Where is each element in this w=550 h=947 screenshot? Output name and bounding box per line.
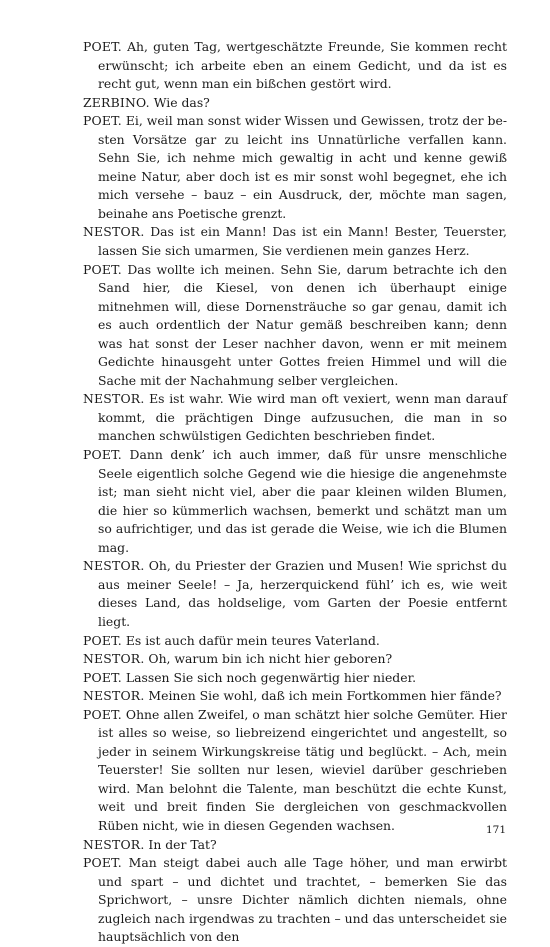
speech-text: Es ist auch dafür mein teures Vaterland. (125, 632, 380, 648)
speaker-name: NESTOR. (83, 688, 145, 704)
speech-text: Ah, guten Tag, wertgeschätzte Freunde, Sie kommen recht erwünscht; ich arbeite eben an einem Gedicht, und da ist es recht gut, wenn man ein bißchen gestört wird. (98, 39, 507, 92)
speech-10 (83, 650, 507, 669)
speaker-name: POET. (83, 261, 122, 277)
speech-5 (83, 261, 507, 391)
speaker-name: POET. (83, 39, 122, 54)
speech-text: Ei, weil man sonst wider Wissen und Gewissen, trotz der besten Vorsätze gar zu leicht ins Unnatürliche verfallen kann. Sehn Sie, ich nehme mich gewaltig in acht und kenne gewiß meine Natur, aber doch ist es mir sonst wohl begegnet, ehe ich mich versehe – bauz – ein Ausdruck, der, möchte man sagen, beinahe ans Poetische grenzt. (98, 113, 507, 221)
speech-8 (83, 557, 507, 631)
speaker-name: ZERBINO. (83, 94, 150, 110)
speech-1 (83, 38, 507, 94)
speaker-name: NESTOR. (83, 224, 145, 240)
speaker-name: POET. (83, 706, 122, 722)
speech-text: Oh, du Priester der Grazien und Musen! Wie sprichst du aus meiner Seele! – Ja, herzerquickend fühl’ ich es, wie weit dieses Land, das holdselige, vom Garten der Poesie entfernt liegt. (98, 558, 507, 629)
speech-text: Meinen Sie wohl, daß ich mein Fortkommen hier fände? (148, 688, 502, 704)
speech-2 (83, 94, 507, 113)
speaker-name: POET. (83, 669, 122, 685)
speech-text: Man steigt dabei auch alle Tage höher, und man erwirbt und spart – und dichtet und trachtet, – bemerken Sie das Sprichwort, – unsre Dichter nämlich dichten niemals, ohne zugleich nach irgendwas zu trachten – und das unterscheidet sie hauptsächlich von den (98, 855, 507, 945)
speech-text: Wie das? (153, 94, 210, 110)
speech-text: Oh, warum bin ich nicht hier geboren? (148, 651, 393, 667)
speech-13 (83, 706, 507, 836)
speech-3 (83, 112, 507, 223)
speech-9 (83, 632, 507, 651)
speech-7 (83, 446, 507, 557)
speech-4 (83, 223, 507, 260)
page-number: 171 (485, 824, 506, 836)
speaker-name: NESTOR. (83, 391, 145, 407)
speech-text: In der Tat? (148, 836, 217, 852)
speech-text: Das ist ein Mann! Das ist ein Mann! Bester, Teuerster, lassen Sie sich umarmen, Sie verdienen mein ganzes Herz. (98, 224, 507, 259)
speech-text: Das wollte ich meinen. Sehn Sie, darum betrachte ich den Sand hier, die Kiesel, von denen ich überhaupt einige mitnehmen will, diese Dornensträuche so gar genau, damit ich es auch ordentlich der Natur gemäß beschreiben kann; denn was hat sonst der Leser nachher davon, wenn er mit meinem Gedichte hinausgeht unter Gottes freien Himmel und will die Sache mit der Nachahmung selber vergleichen. (98, 261, 507, 388)
speech-12 (83, 687, 507, 706)
page-body (83, 38, 507, 947)
speech-text: Lassen Sie sich noch gegenwärtig hier nieder. (125, 669, 417, 685)
speech-6 (83, 390, 507, 446)
speaker-name: POET. (83, 855, 122, 871)
speaker-name: POET. (83, 113, 122, 129)
speaker-name: POET. (83, 447, 122, 463)
speech-11 (83, 669, 507, 688)
speech-text: Dann denk’ ich auch immer, daß für unsre menschliche Seele eigentlich solche Gegend wie die hiesige die angenehmste ist; man sieht nicht viel, aber die paar kleinen wilden Blumen, die hier so kümmerlich wachsen, bemerkt und schätzt man um so aufrichtiger, und das ist gerade die Weise, wie ich die Blumen mag. (98, 447, 507, 555)
speech-text: Ohne allen Zweifel, o man schätzt hier solche Gemüter. Hier ist alles so weise, so liebreizend eingerichtet und angestellt, so jeder in seinem Wirkungskreise tätig und beglückt. – Ach, mein Teuerster! Sie sollten nur lesen, wieviel darüber geschrieben wird. Man belohnt die Talente, man beschützt die echte Kunst, weit und breit finden Sie dergleichen von geschmackvollen Rüben nicht, wie in diesen Gegenden wachsen. (98, 706, 507, 833)
speaker-name: POET. (83, 632, 122, 648)
speaker-name: NESTOR. (83, 558, 145, 574)
speech-text: Es ist wahr. Wie wird man oft vexiert, wenn man darauf kommt, die prächtigen Dinge aufzusuchen, die man in so manchen schwülstigen Gedichten beschrieben findet. (98, 391, 507, 444)
speaker-name: NESTOR. (83, 836, 145, 852)
speech-14 (83, 836, 507, 855)
speaker-name: NESTOR. (83, 651, 145, 667)
speech-15 (83, 854, 507, 947)
